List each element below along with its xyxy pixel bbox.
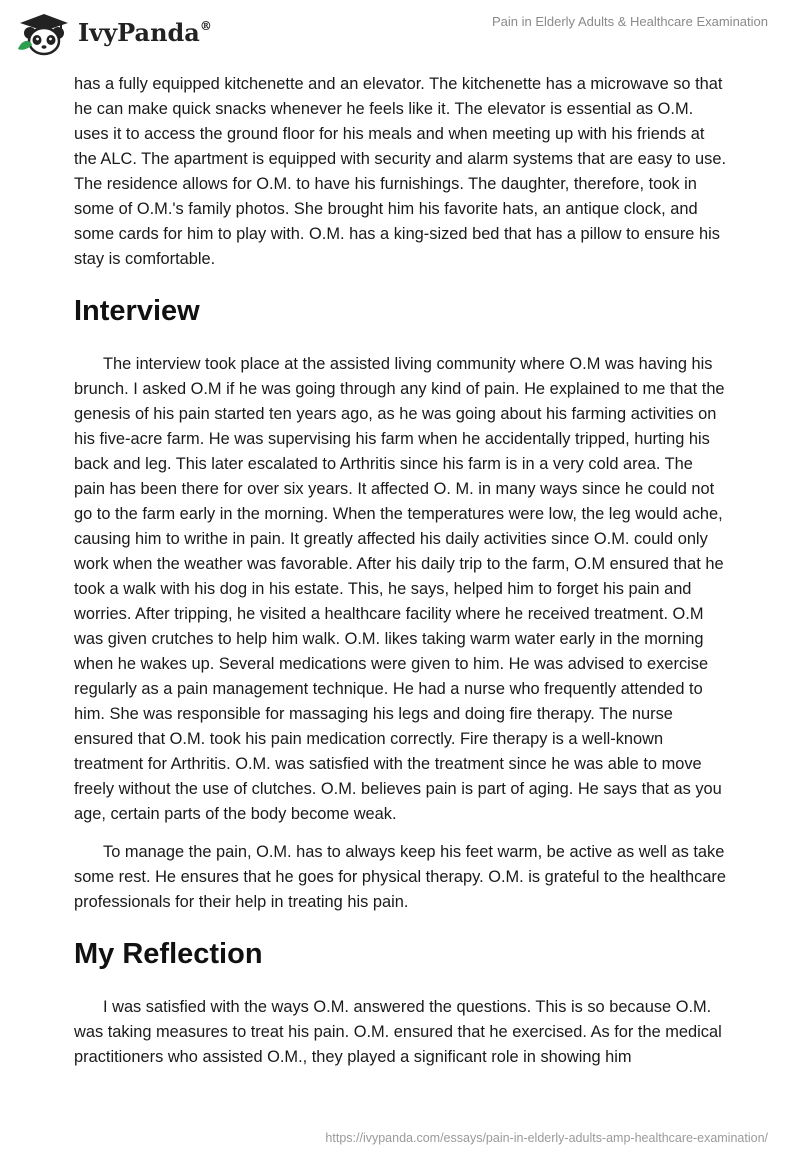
panda-graduate-icon	[16, 9, 74, 57]
reflection-heading: My Reflection	[74, 938, 263, 970]
ivypanda-logo[interactable]	[16, 9, 316, 57]
brand-name: IvyPanda®	[78, 18, 212, 47]
page-header	[0, 0, 800, 70]
interview-paragraph-1: The interview took place at the assisted living community where O.M was having his brunch. I asked O.M if he was going through any kind of pain. He explained to me that the genesis of his pain started ten years ago, as he was going about his farming activities on his five-acre farm. He was supervising his farm when he accidentally tripped, hurting his back and leg. This later escalated to Arthritis since his farm is in a very cold area. The pain has been there for over six years. It affected O. M. in many ways since he could not go to the farm early in the morning. When the temperatures were low, the leg would ache, causing him to writhe in pain. It greatly affected his daily activities since O.M. could only work when the weather was favorable. After his daily trip to the farm, O.M ensured that he took a walk with his dog in his estate. This, he says, helped him to forget his pain and worries. After tripping, he visited a healthcare facility where he received treatment. O.M was given crutches to help him walk. O.M. likes taking warm water early in the morning when he wakes up. Several medications were given to him. He was advised to exercise regularly as a pain management technique. He had a nurse who frequently attended to him. She was responsible for massaging his legs and doing fire therapy. The nurse ensured that O.M. took his pain medication correctly. Fire therapy is a well-known treatment for Arthritis. O.M. was satisfied with the treatment since he was able to move freely without the use of clutches. O.M. believes pain is part of aging. He says that as you age, certain parts of the body become weak.	[74, 355, 725, 823]
reflection-paragraph-1: I was satisfied with the ways O.M. answered the questions. This is so because O.M. was taking measures to treat his pain. O.M. ensured that he exercised. As for the medical practitioners who assisted O.M., they played a significant role in showing him	[74, 998, 722, 1066]
intro-paragraph: has a fully equipped kitchenette and an elevator. The kitchenette has a microwave so that he can make quick snacks whenever he feels like it. The elevator is essential as O.M. uses it to access the ground floor for his meals and when meeting up with his friends at the ALC. The apartment is equipped with security and alarm systems that are easy to use. The residence allows for O.M. to have his furnishings. The daughter, therefore, took in some of O.M.'s family photos. She brought him his favorite hats, an antique clock, and some cards for him to play with. O.M. has a king-sized bed that has a pillow to ensure his stay is comfortable.	[74, 75, 727, 268]
document-title: Pain in Elderly Adults & Healthcare Examination	[491, 14, 768, 29]
essay-body	[74, 72, 728, 1070]
interview-paragraph-2: To manage the pain, O.M. has to always keep his feet warm, be active as well as take some rest. He ensures that he goes for physical therapy. O.M. is grateful to the healthcare professionals for their help in treating his pain.	[74, 843, 727, 911]
footer-url[interactable]: https://ivypanda.com/essays/pain-in-elderly-adults-amp-healthcare-examination/	[325, 1131, 768, 1145]
interview-heading: Interview	[74, 295, 200, 327]
